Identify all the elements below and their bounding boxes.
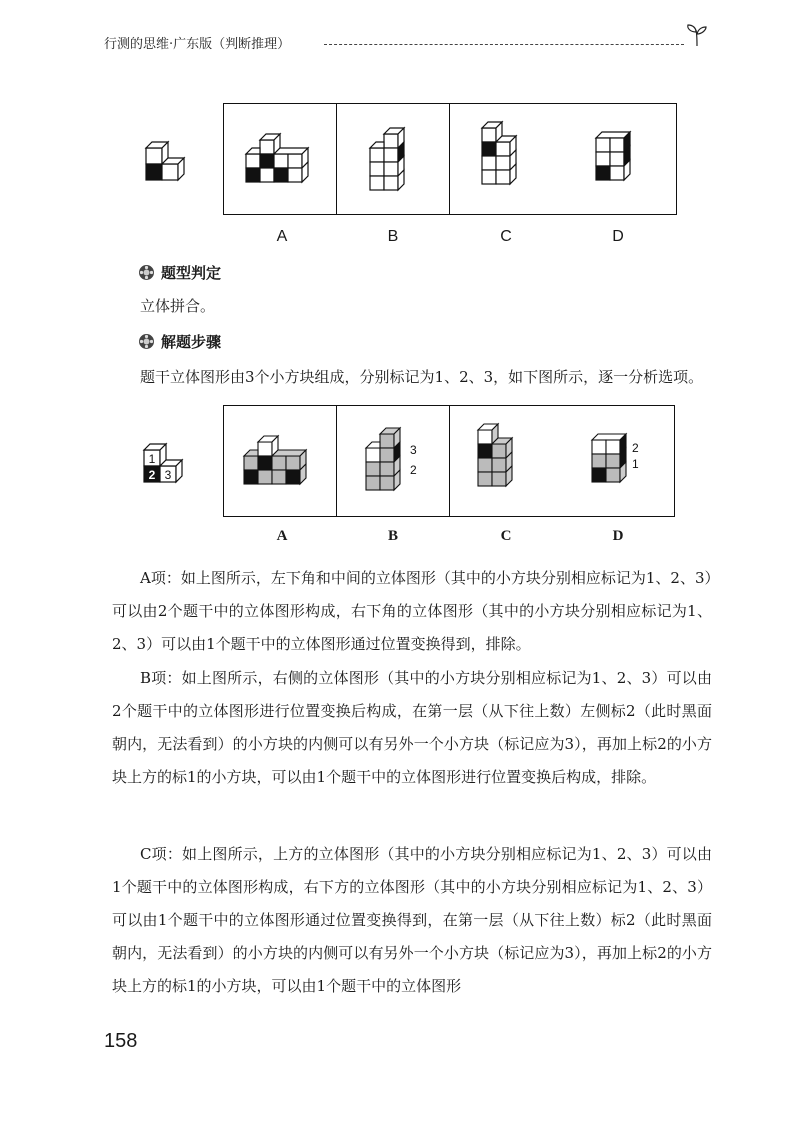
option-c-label-2: C	[500, 528, 512, 544]
option-b-figure	[364, 120, 424, 194]
flower-bullet-icon	[138, 333, 155, 350]
option-d-numbered-figure	[586, 426, 656, 496]
option-a-numbered-figure	[240, 428, 324, 494]
option-a-label: A	[276, 228, 288, 245]
option-d-side-2: 2	[632, 441, 639, 455]
steps-heading	[138, 331, 221, 352]
intro-text: 题干立体图形由3个小方块组成，分别标记为1、2、3，如下图所示，逐一分析选项。	[140, 368, 704, 386]
option-b-numbered-figure	[360, 420, 430, 500]
paragraph-b: B项：如上图所示，右侧的立体图形（其中的小方块分别相应标记为1、2、3）可以由2个题干中的立体图形进行位置变换后构成，在第一层（从下往上数）左侧标2（此时黑面朝内，无法看到）的小方块的内侧可以有另外一个小方块（标记应为3），再加上标2的小方块上方的标1的小方块，可以由1个题干中的立体图形进行位置变换后构成，排除。	[112, 669, 712, 786]
option-b-label-2: B	[387, 528, 398, 544]
type-heading	[138, 262, 221, 283]
stem-num-2: 2	[148, 468, 156, 482]
running-header: 行测的思维·广东版（判断推理）	[104, 37, 291, 52]
option-a-label-2: A	[276, 528, 288, 544]
sprout-icon	[684, 22, 710, 48]
paragraph-c: C项：如上图所示，上方的立体图形（其中的小方块分别相应标记为1、2、3）可以由1个题干中的立体图形构成，右下方的立体图形（其中的小方块分别相应标记为1、2、3）可以由1个题干中的立体图形通过位置变换得到，在第一层（从下往上数）标2（此时黑面朝内，无法看到）的小方块的内侧可以有另外一个小方块（标记应为3），再加上标2的小方块上方的标1的小方块，可以由1个题干中的立体图形	[112, 845, 712, 995]
stem-num-3: 3	[164, 468, 172, 482]
option-b-label: B	[387, 228, 399, 245]
paragraph-a: A项：如上图所示，左下角和中间的立体图形（其中的小方块分别相应标记为1、2、3）可以由2个题干中的立体图形构成，右下角的立体图形（其中的小方块分别相应标记为1、2、3）可以由1个题干中的立体图形通过位置变换得到，排除。	[112, 569, 712, 653]
option-a-figure	[244, 126, 324, 192]
type-heading-text: 题型判定	[161, 264, 222, 282]
option-c-figure	[476, 120, 536, 198]
option-d-label-2: D	[612, 528, 624, 544]
option-d-figure	[590, 124, 650, 194]
option-c-label: C	[500, 228, 512, 245]
stem-num-1: 1	[148, 452, 156, 466]
steps-heading-text: 解题步骤	[161, 333, 222, 351]
header-rule	[324, 44, 684, 45]
stem-numbered-figure	[142, 436, 202, 486]
option-d-label: D	[612, 228, 624, 245]
type-value: 立体拼合。	[140, 297, 216, 315]
page-number: 158	[104, 1030, 138, 1052]
flower-bullet-icon	[138, 264, 155, 281]
option-c-numbered-figure	[472, 422, 532, 504]
option-b-side-3: 3	[410, 443, 417, 457]
option-d-side-1: 1	[632, 457, 639, 471]
option-b-side-2: 2	[410, 463, 417, 477]
stem-cube-figure	[144, 134, 200, 184]
